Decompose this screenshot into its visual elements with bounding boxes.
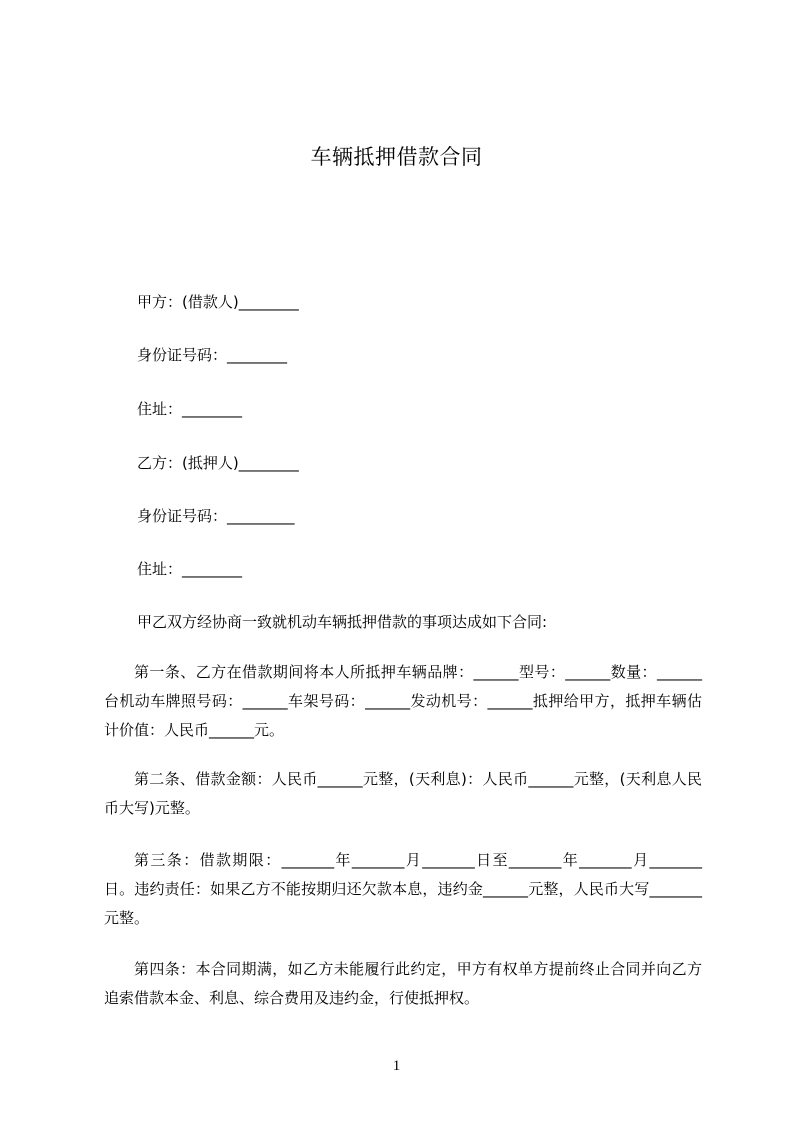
party-b-id-number: 身份证号码：_________ bbox=[137, 507, 295, 525]
article-3: 第三条：借款期限：_______年_______月_______日至_______年_______月_______日。违约责任：如果乙方不能按期归还欠款本息，违约金______元整，人民币大写_______元整。 bbox=[104, 851, 702, 927]
article-4: 第四条：本合同期满，如乙方未能履行此约定，甲方有权单方提前终止合同并向乙方追索借款本金、利息、综合费用及违约金，行使抵押权。 bbox=[104, 960, 702, 1007]
party-b-address: 住址：________ bbox=[137, 560, 243, 578]
page-number: 1 bbox=[392, 1058, 401, 1074]
article-1: 第一条、乙方在借款期间将本人所抵押车辆品牌：______型号：______数量：______台机动车牌照号码：______车架号码：______发动机号：______抵押给甲方，抵押车辆估计价值：人民币______元。 bbox=[104, 663, 702, 739]
party-a-id-number: 身份证号码：________ bbox=[137, 346, 288, 364]
party-a-name: 甲方：(借款人)________ bbox=[137, 293, 299, 311]
agreement-intro: 甲乙双方经协商一致就机动车辆抵押借款的事项达成如下合同: bbox=[137, 613, 548, 631]
party-b-name: 乙方：(抵押人)________ bbox=[137, 454, 299, 472]
party-a-address: 住址：________ bbox=[137, 400, 243, 418]
article-2: 第二条、借款金额：人民币______元整，(天利息)：人民币______元整，(天利息人民币大写)元整。 bbox=[104, 770, 702, 817]
page-title: 车辆抵押借款合同 bbox=[310, 145, 483, 169]
